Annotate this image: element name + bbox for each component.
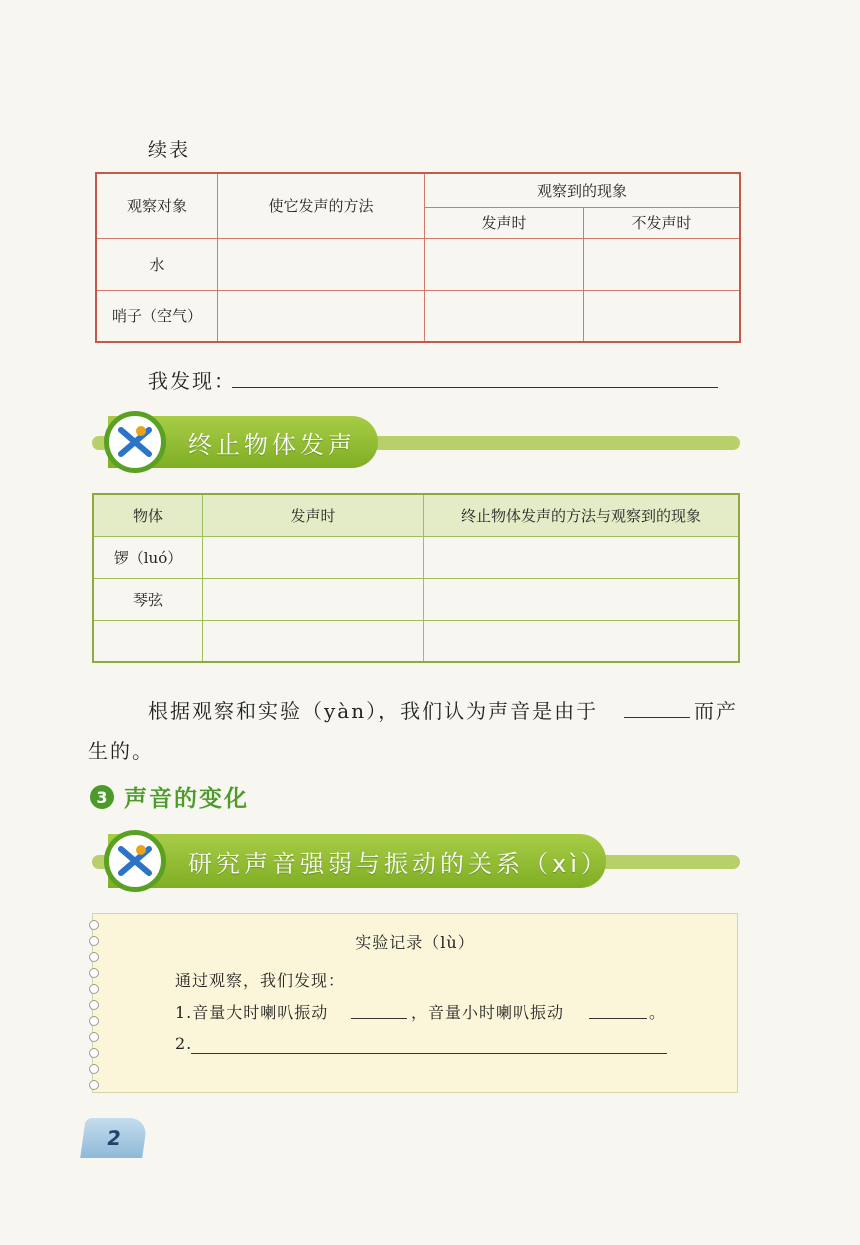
binder-ring-icon	[89, 952, 99, 962]
header-sounding: 发声时	[203, 494, 424, 536]
binder-ring-icon	[89, 1064, 99, 1074]
table-cell	[218, 238, 425, 290]
table-cell	[584, 238, 741, 290]
continuation-label: 续表	[148, 139, 191, 161]
record-intro: 通过观察，我们发现：	[175, 971, 346, 990]
table-row	[96, 238, 740, 290]
activity-icon	[104, 830, 166, 892]
record-title: 实验记录（lù）	[355, 933, 475, 952]
record-blank	[191, 1053, 667, 1054]
table-row	[93, 620, 739, 662]
header-stop-method: 终止物体发声的方法与观察到的现象	[424, 494, 740, 536]
record-item-1-cont: ，音量小时喇叭振动	[411, 1003, 565, 1022]
header-object: 物体	[93, 494, 203, 536]
section-banner-vibration	[108, 834, 609, 888]
table-cell	[584, 290, 741, 342]
row-label	[93, 620, 203, 662]
stop-sound-table	[92, 493, 740, 663]
record-blank	[351, 1018, 407, 1019]
table-cell	[424, 620, 740, 662]
finding-answer-line	[232, 387, 718, 388]
record-item-1-end: 。	[649, 1003, 667, 1022]
page-number: 2	[80, 1118, 148, 1158]
header-method: 使它发声的方法	[218, 173, 425, 238]
table-cell	[425, 238, 584, 290]
table-cell	[425, 290, 584, 342]
section-title: 研究声音强弱与振动的关系（xì）	[188, 849, 609, 878]
experiment-record-card	[92, 913, 738, 1093]
table-cell	[203, 536, 424, 578]
subsection-title: 声音的变化	[124, 785, 249, 812]
table-cell	[218, 290, 425, 342]
table-row	[93, 536, 739, 578]
row-label: 琴弦	[93, 578, 203, 620]
conclusion-text-2: 生的。	[88, 739, 154, 763]
row-label: 水	[96, 238, 218, 290]
record-item-1: 1.音量大时喇叭振动	[175, 1003, 329, 1022]
subsection-number: 3	[90, 785, 114, 809]
header-observed: 观察到的现象	[425, 173, 741, 207]
table-cell	[424, 578, 740, 620]
binder-ring-icon	[89, 968, 99, 978]
header-sounding: 发声时	[425, 207, 584, 238]
table-row	[93, 578, 739, 620]
row-label: 哨子（空气）	[96, 290, 218, 342]
conclusion-blank	[624, 717, 690, 718]
binder-ring-icon	[89, 1080, 99, 1090]
binder-ring-icon	[89, 1048, 99, 1058]
conclusion-text: 根据观察和实验（yàn），我们认为声音是由于	[148, 699, 599, 723]
activity-icon	[104, 411, 166, 473]
record-blank	[589, 1018, 647, 1019]
table-cell	[203, 578, 424, 620]
row-label: 锣（luó）	[93, 536, 203, 578]
conclusion-text-end: 而产	[694, 699, 738, 723]
table-cell	[203, 620, 424, 662]
section-title: 终止物体发声	[188, 430, 356, 459]
header-silent: 不发声时	[584, 207, 741, 238]
binder-ring-icon	[89, 1000, 99, 1010]
header-object: 观察对象	[96, 173, 218, 238]
finding-label: 我发现：	[148, 369, 236, 393]
binder-ring-icon	[89, 1032, 99, 1042]
record-item-2: 2.	[175, 1034, 193, 1053]
binder-ring-icon	[89, 984, 99, 994]
table-cell	[424, 536, 740, 578]
table-row	[96, 290, 740, 342]
binder-ring-icon	[89, 1016, 99, 1026]
binder-ring-icon	[89, 920, 99, 930]
observation-table	[95, 172, 741, 343]
